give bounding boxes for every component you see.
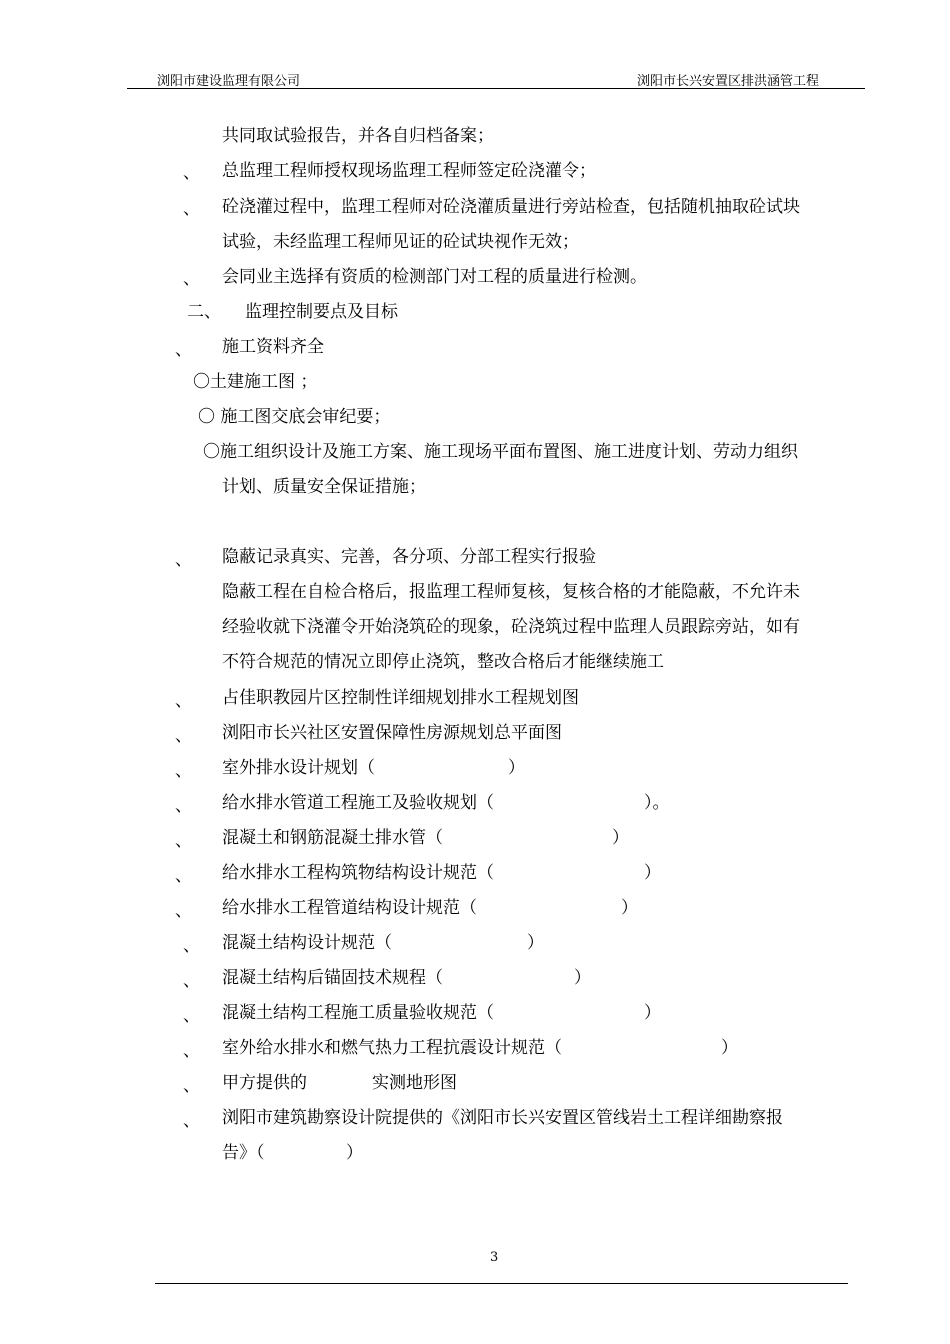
header-company: 浏阳市建设监理有限公司: [157, 74, 301, 89]
reference-paren: ）: [621, 898, 638, 918]
list-bullet: 、: [175, 726, 192, 746]
text-line: 隐蔽记录真实、完善，各分项、分部工程实行报验: [222, 547, 596, 567]
list-bullet: 、: [183, 1111, 200, 1131]
list-bullet: 、: [175, 550, 192, 570]
list-bullet: 、: [175, 761, 192, 781]
list-bullet: 、: [183, 1041, 200, 1061]
list-bullet: 、: [183, 936, 200, 956]
text-line: 总监理工程师授权现场监理工程师签定砼浇灌令；: [222, 161, 596, 181]
section-title: 监理控制要点及目标: [245, 302, 398, 322]
page-number: 3: [490, 1250, 499, 1265]
reference-item: 室外排水设计规划（: [222, 758, 375, 778]
list-bullet: 、: [183, 971, 200, 991]
list-bullet: 、: [183, 1006, 200, 1026]
reference-item: 给水排水工程构筑物结构设计规范（: [222, 863, 494, 883]
reference-item: 室外给水排水和燃气热力工程抗震设计规范（: [222, 1038, 562, 1058]
text-line: 砼浇灌过程中，监理工程师对砼浇灌质量进行旁站检查，包括随机抽取砼试块: [222, 197, 800, 217]
reference-item: 给水排水管道工程施工及验收规划（: [222, 793, 494, 813]
text-line: 经验收就下浇灌令开始浇筑砼的现象，砼浇筑过程中监理人员跟踪旁站，如有: [222, 617, 800, 637]
text-line: 隐蔽工程在自检合格后，报监理工程师复核，复核合格的才能隐蔽，不允许未: [222, 582, 800, 602]
list-bullet: 、: [183, 163, 200, 183]
reference-item: 实测地形图: [372, 1073, 457, 1093]
reference-item: 混凝土结构设计规范（: [222, 933, 392, 953]
reference-paren: ）: [574, 968, 591, 988]
reference-paren: ）: [644, 1003, 661, 1023]
list-bullet: 、: [175, 866, 192, 886]
reference-paren: ）: [508, 758, 525, 778]
reference-item: 浏阳市长兴社区安置保障性房源规划总平面图: [222, 723, 562, 743]
reference-item: 浏阳市建筑勘察设计院提供的《浏阳市长兴安置区管线岩土工程详细勘察报: [222, 1108, 783, 1128]
reference-item: 给水排水工程管道结构设计规范（: [222, 898, 477, 918]
reference-item: 告》（: [222, 1143, 265, 1163]
text-line: 不符合规范的情况立即停止浇筑，整改合格后才能继续施工: [222, 652, 664, 672]
list-bullet: 、: [175, 691, 192, 711]
text-line: 共同取试验报告，并各自归档备案；: [222, 126, 494, 146]
reference-item: 甲方提供的: [222, 1073, 307, 1093]
list-bullet: 、: [175, 901, 192, 921]
reference-paren: ）。: [644, 793, 670, 813]
section-number: 二、: [187, 302, 221, 322]
text-line: 施工资料齐全: [222, 337, 324, 357]
reference-item: 占佳职教园片区控制性详细规划排水工程规划图: [222, 688, 579, 708]
reference-paren: ）: [612, 828, 629, 848]
text-line: 试验，未经监理工程师见证的砼试块视作无效；: [222, 232, 579, 252]
reference-paren: ）: [721, 1038, 738, 1058]
list-bullet: 、: [183, 1076, 200, 1096]
list-bullet: 、: [183, 199, 200, 219]
reference-paren: ）: [644, 863, 661, 883]
list-bullet: 、: [175, 340, 192, 360]
reference-item: 混凝土结构后锚固技术规程（: [222, 968, 443, 988]
text-line: 〇施工组织设计及施工方案、施工现场平面布置图、施工进度计划、劳动力组织: [203, 442, 798, 462]
text-line: 计划、质量安全保证措施；: [222, 477, 426, 497]
header-rule: [127, 88, 865, 89]
footer-rule: [155, 1283, 848, 1284]
list-bullet: 、: [175, 796, 192, 816]
header-project: 浏阳市长兴安置区排洪涵管工程: [637, 74, 820, 89]
reference-paren: ）: [346, 1143, 363, 1163]
reference-item: 混凝土和钢筋混凝土排水管（: [222, 828, 443, 848]
list-bullet: 、: [175, 831, 192, 851]
reference-item: 混凝土结构工程施工质量验收规范（: [222, 1003, 494, 1023]
text-line: 会同业主选择有资质的检测部门对工程的质量进行检测。: [222, 267, 647, 287]
reference-paren: ）: [527, 933, 544, 953]
list-bullet: 、: [183, 269, 200, 289]
text-line: 〇 施工图交底会审纪要；: [198, 407, 391, 427]
text-line: 〇土建施工图 ；: [193, 372, 318, 392]
